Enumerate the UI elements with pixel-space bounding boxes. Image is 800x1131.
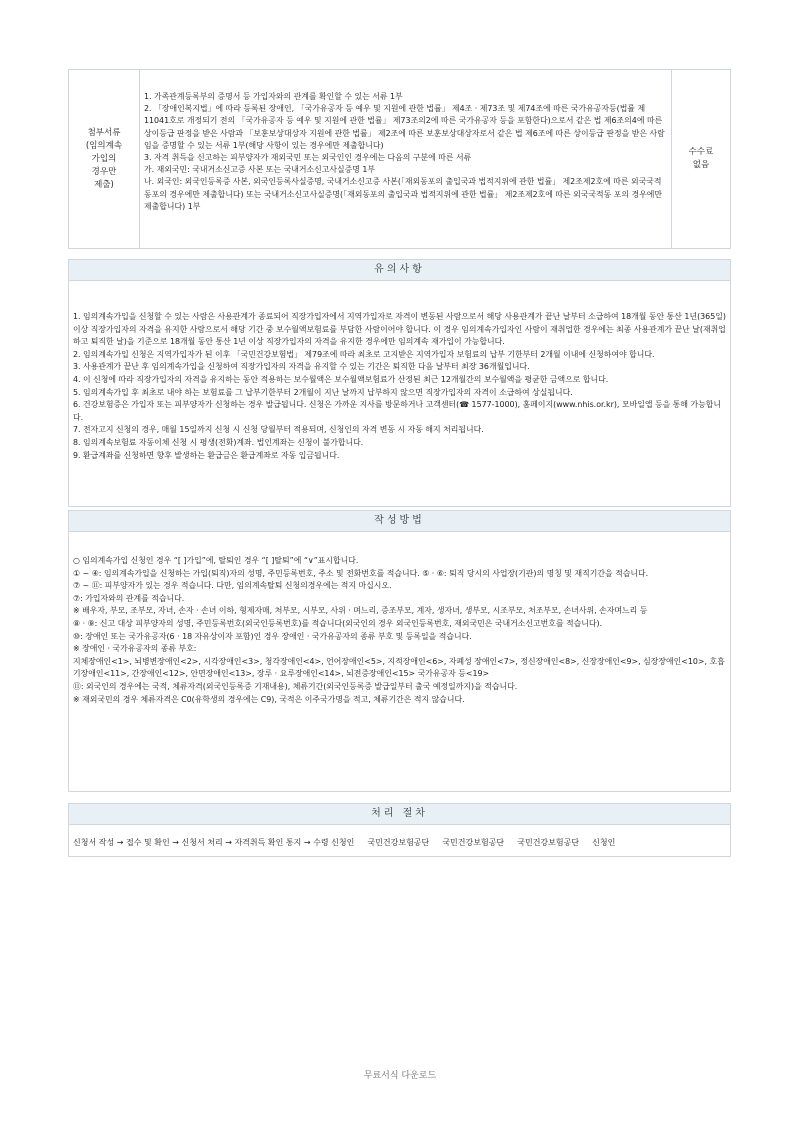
write-line: ⑦: 가입자와의 관계를 적습니다. [73, 593, 185, 603]
attachment-line: 나. 외국인: 외국인등록증 사본, 외국인등록사실증명, 국내거소신고증 사본(「재외동포의 출입국과 법적지위에 관한 법률」 제2조제2호에 따른 외국국적동포의 경우에만 제출합니다) 또는 국내거소신고사실증명(「재외동포의 출입국과 법적지위에 관한 법률」 제2조제2호에 따른 외국국적동 포의 경우에만 제출합니다) 1부 [144, 177, 662, 211]
attachments-body [140, 70, 671, 248]
write-title: 작성방법 [69, 511, 730, 532]
attachments-label: 첨부서류 (임의계속 가입의 경우만 제출) [69, 70, 140, 248]
write-line: ⑪: 외국인의 경우에는 국적, 체류자격(외국인등록증 기재내용), 체류기간(외국인등록증 발급일부터 출국 예정일까지)을 적습니다. [73, 681, 518, 691]
write-line: ⑦ ~ ⑪: 피부양자가 있는 경우 적습니다. 다만, 임의계속탈퇴 신청의경우에는 적지 마십시오. [73, 581, 392, 591]
process-section [68, 803, 731, 857]
note-line: 2. 임의계속가입 신청은 지역가입자가 된 이후 「국민건강보험법」 제79조에 따라 최초로 고지받은 지역가입자 보험료의 납부 기한부터 2개월 이내에 신청하여야 합니다. [73, 349, 655, 359]
write-line: ※ 장애인 · 국가유공자의 종류 부호: [73, 644, 197, 654]
attachment-line: 2. 「장애인복지법」에 따라 등록된 장애인, 「국가유공자 등 예우 및 지원에 관한 법률」 제4조 · 제73조 및 제74조에 따른 국가유공자등(법률 제11041호로 개정되기 전의 「국가유공자 등 예우 및 지원에 관한 법률」 제73조의2에 따른 국가유공자 등을 포함한다)으로서 같은 법 제6조의4에 따른 상이등급 판정을 받은 사람과 「보훈보상대상자 지원에 관한 법률」 제2조에 따른 보훈보상대상자로서 같은 법 제6조에 따른 상이등급 판정을 받은 사람임을 증명할 수 있는 서류 1부(해당 사항이 있는 경우에만 제출합니다) [144, 104, 665, 150]
write-line: 지체장애인<1>, 뇌병변장애인<2>, 시각장애인<3>, 청각장애인<4>, 언어장애인<5>, 지적장애인<6>, 자폐성 장애인<7>, 정신장애인<8>, 신장장애인<9>, 심장장애인<10>, 호흡기장애인<11>, 간장애인<12>, 안면장애인<13>, 장루 · 요루장애인<14>, 뇌전증장애인<15> 국가유공자 등<19> [73, 656, 725, 679]
attachment-line: 1. 가족관계등록부의 증명서 등 가입자와의 관계를 확인할 수 있는 서류 1부 [144, 92, 403, 101]
note-line: 8. 임의계속보험료 자동이체 신청 시 평생(전화)계좌. 법인계좌는 신청이 불가합니다. [73, 437, 364, 447]
download-footer-link[interactable]: 무료서식 다운로드 [363, 1071, 437, 1081]
note-line: 7. 전자고지 신청의 경우, 매월 15일까지 신청 시 신청 당월부터 적용되며, 신청인의 자격 변동 시 자동 해지 처리됩니다. [73, 425, 484, 435]
attachments-table [68, 69, 731, 249]
write-line: ⑩: 장애인 또는 국가유공자(6 · 18 자유상이자 포함)인 경우 장애인 · 국가유공자의 종류 부호 및 등록일을 적습니다. [73, 631, 472, 641]
note-line: 4. 이 신청에 따라 직장가입자의 자격을 유지하는 동안 적용하는 보수월액은 보수월액보험료가 산정된 최근 12개월간의 보수월액을 평균한 금액으로 합니다. [73, 374, 609, 384]
notes-title: 유의사항 [69, 260, 730, 281]
write-section [68, 510, 731, 792]
fee-cell: 수수료 없음 [671, 70, 730, 248]
write-line: ① ~ ④: 임의계속가입을 신청하는 가입(퇴직)자의 성명, 주민등록번호, 주소 및 전화번호를 적습니다. ⑤ · ⑥: 퇴직 당시의 사업장(기관)의 명칭 및 재직기간을 적습니다. [73, 568, 649, 578]
notes-body [69, 281, 730, 462]
note-line: 1. 임의계속가입을 신청할 수 있는 사람은 사용관계가 종료되어 직장가입자에서 지역가입자로 자격이 변동된 사람으로서 해당 사용관계가 끝난 날부터 소급하여 18개월 동안 통산 1년(365일) 이상 직장가입자의 자격을 유지한 사람으로서 해당 기간 중 보수월액보험료를 부담한 사람이어야 합니다. 이 경우 임의계속가입자인 사람이 재취업한 경우에는 최종 사용관계가 끝난 날(재취업하고 퇴직한 날)을 기준으로 18개월 동안 통산 1년 이상 직장가입자의 자격을 유지한 경우에만 임의계속 재가입이 가능합니다. [73, 312, 726, 347]
note-line: 9. 환급계좌를 신청하면 향후 발생하는 환급금은 환급계좌로 자동 입금됩니다. [73, 450, 340, 460]
process-flow: 신청서 작성 → 접수 및 확인 → 신청서 처리 → 자격취득 확인 통지 → 수령 신청인 국민건강보험공단 국민건강보험공단 국민건강보험공단 신청인 [73, 838, 616, 847]
note-line: 5. 임의계속가입 후 최초로 내야 하는 보험료를 그 납부기한부터 2개월이 지난 날까지 납부하지 않으면 직장가입자의 자격이 소급하여 상실됩니다. [73, 387, 573, 397]
write-body [69, 532, 730, 706]
process-title: 처리 절차 [69, 804, 730, 825]
write-line: ○ 임의계속가입 신청인 경우 “[ ]가입”에, 탈퇴인 경우 “[ ]탈퇴”에 “∨”표시합니다. [73, 556, 359, 565]
write-line: ※ 재외국민의 경우 체류자격은 C0(유학생의 경우에는 C9), 국적은 이주국가명을 적고, 체류기간은 적지 않습니다. [73, 694, 465, 704]
attachment-line: 가. 재외국민: 국내거소신고증 사본 또는 국내거소신고사실증명 1부 [144, 165, 376, 175]
write-line: ※ 배우자, 부모, 조부모, 자녀, 손자 · 손녀 이하, 형제자매, 처부모, 시부모, 사위 · 며느리, 증조부모, 계자, 생자녀, 생부모, 시조부모, 처조부모, 손녀사위, 손자며느리 등 [73, 606, 648, 616]
write-line: ⑧ · ⑨: 신고 대상 피부양자의 성명, 주민등록번호(외국인등록번호)를 적습니다(외국인의 경우 외국인등록번호, 재외국민은 국내거소신고번호를 적습니다). [73, 618, 603, 628]
note-line: 3. 사용관계가 끝난 후 임의계속가입을 신청하여 직장가입자의 자격을 유지할 수 있는 기간은 퇴직한 다음 날부터 최장 36개월입니다. [73, 362, 530, 372]
note-line: 6. 건강보험증은 가입자 또는 피부양자가 신청하는 경우 발급됩니다. 신청은 가까운 지사를 방문하거나 고객센터(☎ 1577-1000), 홈페이지(www.nhis.or.kr), 모바일앱 등을 통해 가능합니다. [73, 400, 721, 422]
attachment-line: 3. 자격 취득을 신고하는 피부양자가 재외국민 또는 외국인인 경우에는 다음의 구분에 따른 서류 [144, 153, 472, 163]
notes-section [68, 259, 731, 507]
